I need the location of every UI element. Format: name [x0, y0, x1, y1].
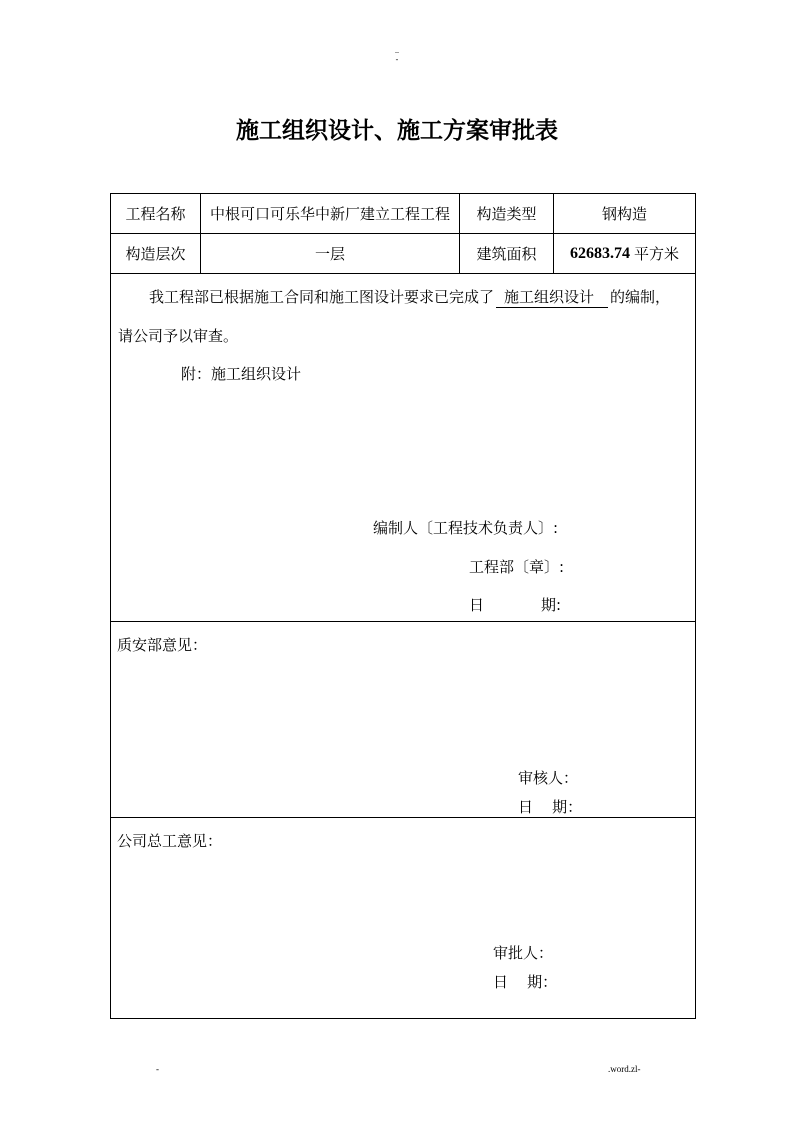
approver-date-label: 日 期： — [493, 973, 558, 991]
dept-seal-label: 工程部〔章〕: — [469, 558, 565, 576]
date-label-left: 日 — [469, 596, 485, 614]
value-floor-count: 一层 — [201, 234, 460, 273]
quality-safety-heading: 质安部意见： — [117, 636, 208, 654]
reviewer-label: 审核人： — [518, 769, 579, 787]
approver-label: 审批人： — [493, 944, 554, 962]
date-label-right: 期: — [541, 596, 562, 614]
attachment-line: 附：施工组织设计 — [181, 365, 302, 383]
building-area-unit: 平方米 — [633, 245, 679, 263]
chief-engineer-heading: 公司总工意见： — [117, 832, 223, 850]
page-title: 施工组织设计、施工方案审批表 — [236, 118, 558, 144]
statement-text-before: 我工程部已根据施工合同和施工图设计要求已完成了 — [149, 288, 495, 306]
footer-right: .word.zl- — [608, 1064, 641, 1074]
building-area-number: 62683.74 — [569, 244, 630, 262]
footer-left: - — [156, 1064, 159, 1074]
submission-statement — [149, 286, 670, 308]
approval-form — [110, 193, 696, 1019]
section-submission — [111, 274, 695, 622]
submission-request: 请公司予以审查。 — [118, 327, 239, 345]
header-dots: .. — [395, 46, 399, 55]
value-building-area — [554, 234, 695, 273]
header-dash: - — [395, 55, 399, 64]
value-structure-type: 钢构造 — [601, 205, 647, 223]
label-building-area: 建筑面积 — [460, 234, 554, 273]
reviewer-date-label: 日 期： — [518, 798, 583, 816]
label-structure-type: 构造类型 — [460, 194, 554, 233]
label-floor-count: 构造层次 — [111, 234, 201, 273]
section-quality-safety — [111, 622, 695, 818]
row-building-info — [111, 234, 695, 274]
label-project-name: 工程名称 — [111, 194, 201, 233]
page-header — [0, 46, 794, 64]
statement-filled-field: 施工组织设计 — [496, 286, 608, 308]
compiler-signature-label: 编制人〔工程技术负责人〕: — [373, 519, 559, 537]
value-project-name: 中根可口可乐华中新厂建立工程工程 — [201, 194, 460, 233]
section-chief-engineer — [111, 818, 695, 1018]
row-project-info — [111, 194, 695, 234]
statement-text-after: 的编制， — [610, 288, 671, 306]
